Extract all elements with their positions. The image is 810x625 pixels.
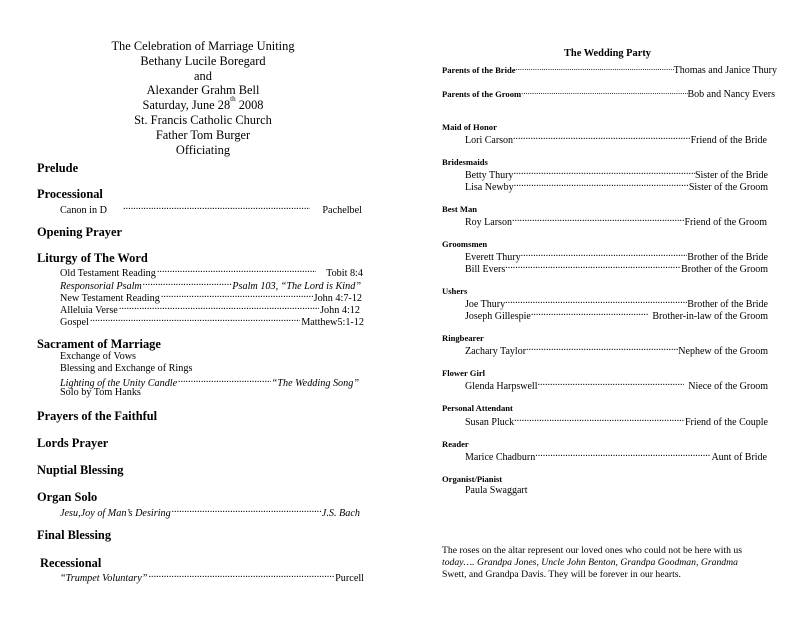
- party-row: Joe Thury ..... Brother of the Bride: [465, 296, 768, 311]
- party-row: Lori Carson ..... Friend of the Bride: [465, 132, 767, 147]
- role-flower-girl: Flower Girl: [442, 368, 486, 378]
- program-item: Blessing and Exchange of Rings: [60, 363, 193, 374]
- party-row: Everett Thury ..... Brother of the Bride: [465, 249, 768, 264]
- program-item: Lighting of the Unity Candle ..... “The Wedding Song”: [60, 375, 359, 390]
- program-item: “Trumpet Voluntary” ..... Purcell: [60, 570, 364, 585]
- role-bridesmaids: Bridesmaids: [442, 157, 488, 167]
- role-reader: Reader: [442, 439, 469, 449]
- section-final-blessing: Final Blessing: [37, 528, 112, 542]
- section-recessional: Recessional: [40, 556, 102, 570]
- role-ringbearer: Ringbearer: [442, 333, 484, 343]
- program-item: Canon in D ..... Pachelbel: [60, 202, 362, 217]
- program-item: New Testament Reading ..... John 4:7-12: [60, 290, 362, 305]
- program-item: Jesu,Joy of Man’s Desiring ..... J.S. Bach: [60, 505, 360, 520]
- party-row: Susan Pluck ..... Friend of the Couple: [465, 414, 768, 429]
- officiant-name: Father Tom Burger: [155, 127, 251, 142]
- section-nuptial: Nuptial Blessing: [37, 463, 124, 477]
- party-row: Lisa Newby ..... Sister of the Groom: [465, 179, 768, 194]
- role-ushers: Ushers: [442, 286, 468, 296]
- role-organist: Organist/Pianist: [442, 474, 503, 484]
- party-row: Betty Thury ..... Sister of the Bride: [465, 167, 768, 182]
- party-row: Parents of the Groom ..... Bob and Nancy Evers: [442, 86, 775, 101]
- wedding-party-page: [405, 0, 810, 625]
- organist-name: Paula Swaggart: [465, 485, 528, 496]
- role-best-man: Best Man: [442, 204, 478, 214]
- program-item: Alleluia Verse ..... John 4:12: [60, 302, 360, 317]
- section-lords-prayer: Lords Prayer: [37, 436, 109, 450]
- groom-name: Alexander Grahm Bell: [146, 83, 260, 98]
- section-liturgy: Liturgy of The Word: [37, 251, 148, 265]
- ceremony-header: [40, 39, 366, 157]
- header-and: and: [194, 68, 212, 83]
- officiating-label: Officiating: [175, 142, 231, 157]
- section-sacrament: Sacrament of Marriage: [37, 337, 161, 351]
- party-row: Parents of the Bride ..... Thomas and Janice Thury: [442, 62, 777, 77]
- bride-name: Bethany Lucile Boregard: [140, 53, 266, 68]
- section-prayers: Prayers of the Faithful: [37, 409, 158, 423]
- party-row: Roy Larson ..... Friend of the Groom: [465, 214, 767, 229]
- wedding-party-title: The Wedding Party: [564, 48, 651, 59]
- program-item: Old Testament Reading ..... Tobit 8:4: [60, 265, 363, 280]
- ceremony-date: Saturday, June 28th 2008: [142, 95, 264, 113]
- role-maid-of-honor: Maid of Honor: [442, 122, 497, 132]
- memorial-note: The roses on the altar represent our loved ones who could not be here with us today…. Grandpa Jones, Uncle John Benton, Grandpa Goodman, Grandma Swett, and Grandpa Davis. They will be forever in our hearts.: [442, 545, 742, 581]
- role-groomsmen: Groomsmen: [442, 239, 488, 249]
- party-row: Bill Evers ..... Brother of the Groom: [465, 261, 768, 276]
- role-personal-attendant: Personal Attendant: [442, 403, 513, 413]
- party-row: Zachary Taylor ..... Nephew of the Groom: [465, 343, 768, 358]
- program-item: Exchange of Vows: [60, 351, 137, 362]
- section-organ-solo: Organ Solo: [37, 490, 98, 504]
- section-processional: Processional: [37, 187, 103, 201]
- party-row: Marice Chadburn ..... Aunt of Bride: [465, 449, 767, 464]
- program-item: Gospel ..... Matthew5:1-12: [60, 314, 364, 329]
- party-row: Joseph Gillespie ..... Brother-in-law of the Groom: [465, 308, 768, 323]
- section-opening-prayer: Opening Prayer: [37, 225, 123, 239]
- header-line: The Celebration of Marriage Uniting: [111, 39, 295, 53]
- program-item: Solo by Tom Hanks: [60, 387, 141, 398]
- section-prelude: Prelude: [37, 161, 79, 175]
- party-row: Glenda Harpswell ..... Niece of the Groom: [465, 378, 768, 393]
- church-name: St. Francis Catholic Church: [134, 112, 272, 127]
- program-item: Responsorial Psalm ..... Psalm 103, “The Lord is Kind”: [60, 278, 361, 293]
